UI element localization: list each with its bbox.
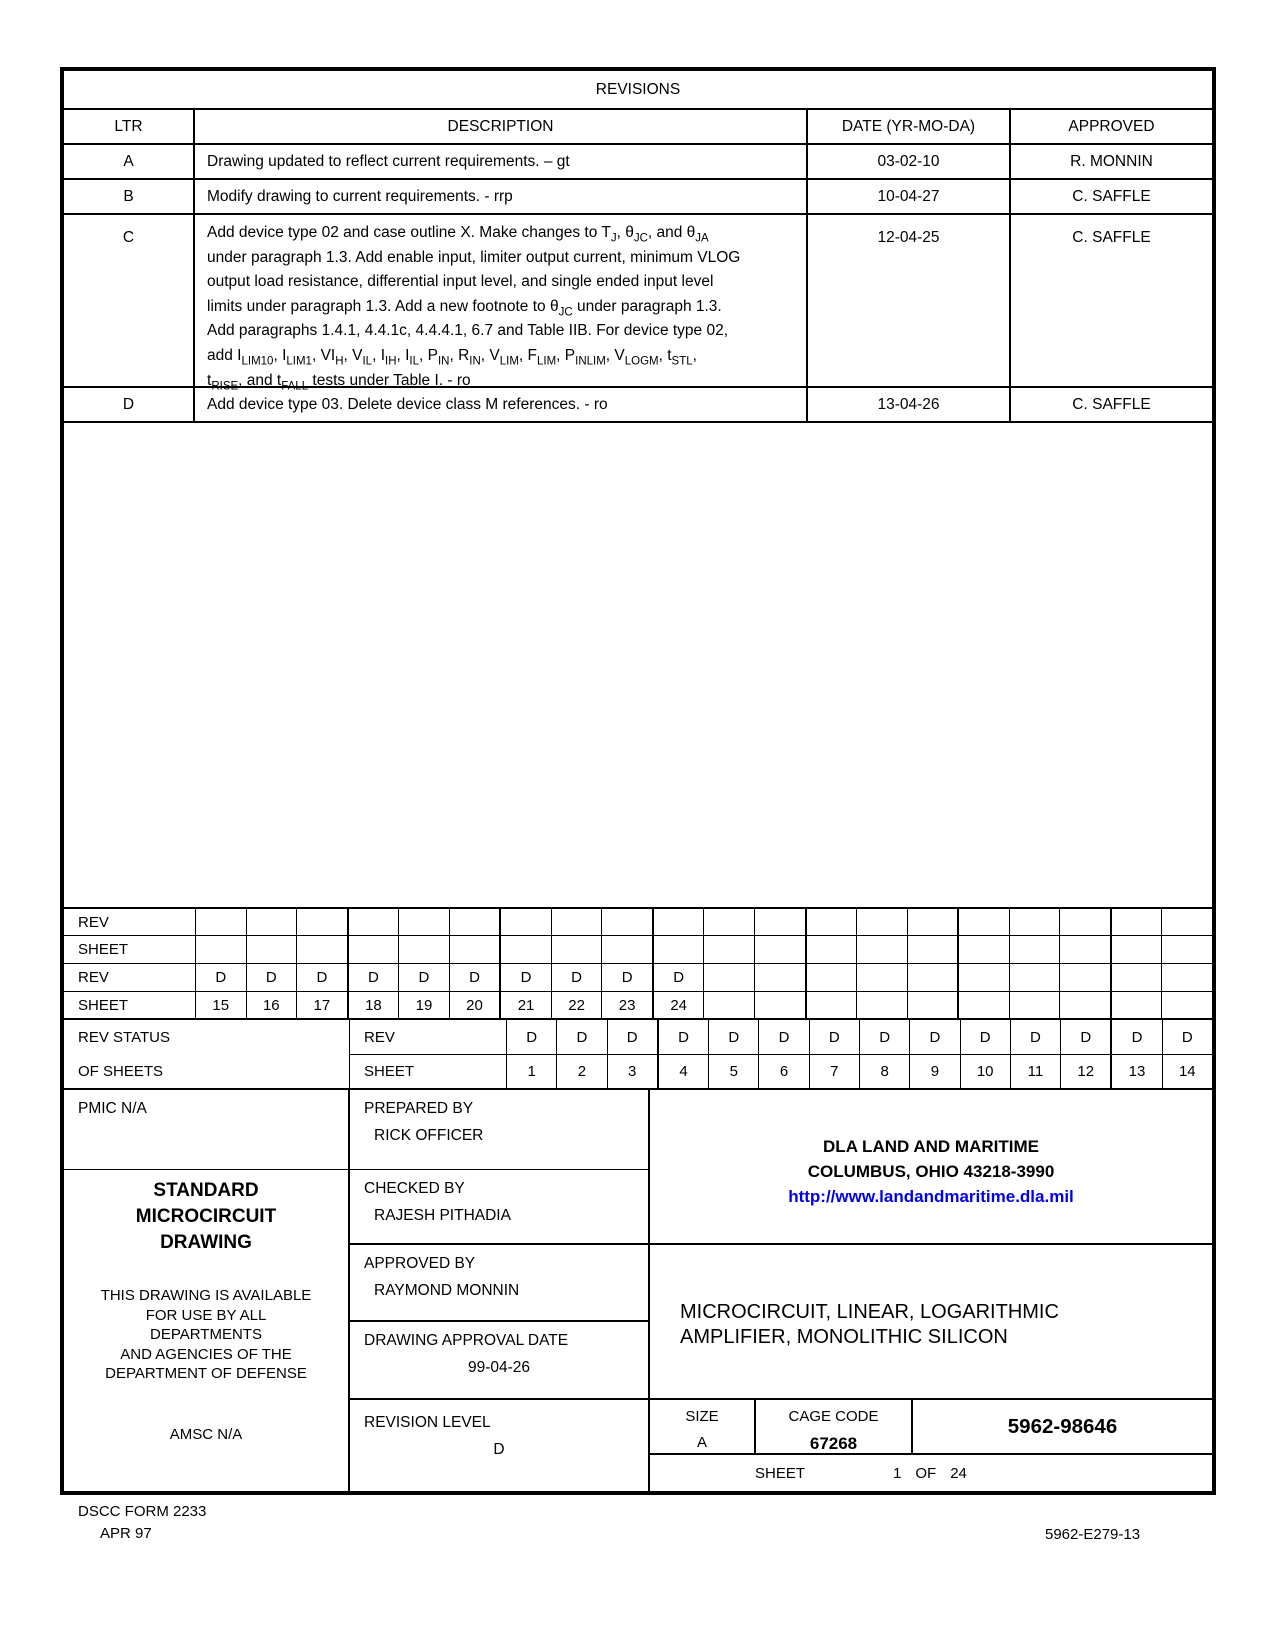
subscript-text: FALL bbox=[281, 380, 309, 393]
grid-cell: D bbox=[708, 1020, 758, 1054]
grid-cell: 3 bbox=[607, 1055, 657, 1088]
sheet-number: 1 bbox=[893, 1464, 902, 1482]
rev-grid-row-label: SHEET bbox=[64, 936, 196, 963]
subscript-text: STL bbox=[671, 355, 693, 368]
rev-status-rev-label: REV bbox=[350, 1020, 507, 1054]
approved-by-label: APPROVED BY bbox=[364, 1255, 476, 1272]
grid-cell: D bbox=[1110, 1020, 1161, 1054]
grid-cell: 8 bbox=[859, 1055, 909, 1088]
grid-cell: D bbox=[859, 1020, 909, 1054]
grid-cell: 15 bbox=[212, 996, 230, 1014]
revisions-title: REVISIONS bbox=[64, 71, 1212, 110]
revisions-col-ltr: LTR bbox=[64, 110, 195, 143]
grid-cell: D bbox=[551, 964, 602, 991]
amsc-text: AMSC N/A bbox=[169, 1425, 243, 1443]
grid-cell: 21 bbox=[499, 992, 551, 1018]
subscript-text: IL bbox=[362, 355, 373, 368]
rev-grid-row-label: SHEET bbox=[64, 992, 196, 1018]
smd-title-line2: MICROCIRCUIT bbox=[135, 1206, 277, 1227]
size-value: A bbox=[696, 1434, 707, 1451]
approval-date-value: 99-04-26 bbox=[467, 1359, 531, 1376]
revision-ltr: B bbox=[64, 180, 195, 213]
subscript-text: LIM bbox=[499, 355, 519, 368]
revision-ltr: D bbox=[64, 388, 195, 421]
approved-by-name: RAYMOND MONNIN bbox=[374, 1282, 520, 1299]
grid-cell: D bbox=[398, 964, 449, 991]
approval-date-label: DRAWING APPROVAL DATE bbox=[364, 1332, 569, 1349]
grid-cell: D bbox=[1060, 1020, 1110, 1054]
form-id-block bbox=[78, 1501, 206, 1545]
revision-level-value: D bbox=[493, 1441, 505, 1458]
agency-address: COLUMBUS, OHIO 43218-3990 bbox=[807, 1162, 1055, 1181]
grid-cell: D bbox=[1010, 1020, 1060, 1054]
rev-grid-row-label: REV bbox=[64, 964, 196, 991]
revision-ltr: A bbox=[64, 145, 195, 178]
subscript-text: IN bbox=[469, 355, 481, 368]
availability-statement: THIS DRAWING IS AVAILABLE FOR USE BY ALL DEPARTMENTS AND AGENCIES OF THE DEPARTMENT OF DEFENSE bbox=[100, 1287, 312, 1382]
prepared-by-label: PREPARED BY bbox=[364, 1100, 474, 1117]
grid-cell: 10 bbox=[960, 1055, 1010, 1088]
subscript-text: J bbox=[610, 232, 617, 245]
prepared-by-name: RICK OFFICER bbox=[374, 1127, 484, 1144]
cage-code-label: CAGE CODE bbox=[788, 1408, 879, 1425]
grid-cell: 1 bbox=[527, 1063, 536, 1080]
grid-cell: 23 bbox=[601, 992, 652, 1018]
agency-url-link[interactable]: http://www.landandmaritime.dla.mil bbox=[788, 1187, 1074, 1206]
subscript-text: IH bbox=[385, 355, 397, 368]
revision-ltr: C bbox=[64, 215, 195, 386]
subscript-text: LIM bbox=[537, 355, 557, 368]
revision-description: Modify drawing to current requirements. - rrp bbox=[195, 180, 808, 213]
grid-cell: 19 bbox=[398, 992, 449, 1018]
rev-status-sheet-label: SHEET bbox=[350, 1055, 507, 1088]
revision-description: Add device type 02 and case outline X. Make changes to $T_J$, $\theta_{JC}$, and $\theta_{JA}$ under paragraph 1.3. Add enable input, limiter output current, minimum VLOG output load resistance, differential input level, and single ended input level limits under paragraph 1.3. Add a new footnote to $\theta_{JC}$ under paragraph 1.3. Add paragraphs 1.4.1, 4.4.1c, 4.4.4.1, 6.7 and Table IIB. For device type 02, add $I_{LIM10}$, $I_{LIM1}$, $VI_H$, $V_{IL}$, $I_{IH}$, $I_{IL}$, $P_{IN}$, $R_{IN}$, $V_{LIM}$, $F_{LIM}$, $P_{INLIM}$, $V_{LOGM}$, $t_{STL}$, $t_{RISE}$, and $t_{FALL}$ tests under Table I. - ro bbox=[195, 215, 808, 386]
grid-cell: 5 bbox=[708, 1055, 758, 1088]
drawing-number: 5962-98646 bbox=[1007, 1414, 1118, 1438]
checked-by-label: CHECKED BY bbox=[364, 1180, 465, 1197]
revision-date: 10-04-27 bbox=[808, 180, 1011, 213]
revision-date: 12-04-25 bbox=[808, 215, 1011, 386]
size-label: SIZE bbox=[685, 1408, 719, 1425]
revisions-col-description: DESCRIPTION bbox=[195, 110, 808, 143]
grid-cell: D bbox=[499, 964, 551, 991]
grid-cell: 2 bbox=[556, 1055, 606, 1088]
form-date: APR 97 bbox=[100, 1525, 152, 1542]
revision-level-label: REVISION LEVEL bbox=[364, 1414, 491, 1431]
grid-cell: D bbox=[449, 964, 500, 991]
subscript-text: LIM1 bbox=[286, 355, 312, 368]
grid-cell: 22 bbox=[551, 992, 602, 1018]
grid-cell: 18 bbox=[347, 992, 399, 1018]
grid-cell: D bbox=[652, 964, 704, 991]
grid-cell: D bbox=[556, 1020, 606, 1054]
document-number: 5962-E279-13 bbox=[1045, 1526, 1141, 1543]
grid-cell: D bbox=[809, 1020, 859, 1054]
revisions-col-approved: APPROVED bbox=[1068, 117, 1155, 135]
revision-approved: C. SAFFLE bbox=[1072, 395, 1151, 413]
drawing-title-line1: MICROCIRCUIT, LINEAR, LOGARITHMIC bbox=[680, 1301, 1059, 1323]
smd-title-line1: STANDARD bbox=[153, 1180, 259, 1201]
rev-status-label-line1: REV STATUS bbox=[78, 1028, 170, 1046]
subscript-text: RISE bbox=[211, 380, 239, 393]
grid-cell: 7 bbox=[809, 1055, 859, 1088]
subscript-text: INLIM bbox=[575, 355, 606, 368]
revision-approved: C. SAFFLE bbox=[1072, 187, 1151, 205]
rev-status-label-line2: OF SHEETS bbox=[78, 1062, 164, 1080]
agency-name: DLA LAND AND MARITIME bbox=[823, 1137, 1039, 1156]
grid-cell: D bbox=[347, 964, 399, 991]
grid-cell: D bbox=[657, 1020, 708, 1054]
sheet-of-label: OF bbox=[915, 1464, 937, 1482]
grid-cell: 16 bbox=[246, 992, 297, 1018]
subscript-text: LOGM bbox=[624, 355, 659, 368]
revision-date: 03-02-10 bbox=[808, 145, 1011, 178]
grid-cell: D bbox=[526, 1028, 538, 1046]
grid-cell: 9 bbox=[909, 1055, 959, 1088]
grid-cell: D bbox=[246, 964, 297, 991]
revision-description: Drawing updated to reflect current requirements. – gt bbox=[195, 145, 808, 178]
subscript-text: JA bbox=[695, 232, 709, 245]
grid-cell: 17 bbox=[296, 992, 347, 1018]
grid-cell: D bbox=[758, 1020, 808, 1054]
grid-cell: 24 bbox=[652, 992, 704, 1018]
form-number: DSCC FORM 2233 bbox=[78, 1503, 207, 1520]
grid-cell: D bbox=[296, 964, 347, 991]
grid-cell: 6 bbox=[758, 1055, 808, 1088]
subscript-text: H bbox=[335, 355, 344, 368]
grid-cell: D bbox=[960, 1020, 1010, 1054]
grid-cell: 11 bbox=[1010, 1055, 1060, 1088]
grid-cell: 13 bbox=[1110, 1055, 1161, 1088]
revision-description: Add device type 03. Delete device class M references. - ro bbox=[195, 388, 808, 421]
form-border bbox=[60, 67, 1216, 1495]
grid-cell: D bbox=[909, 1020, 959, 1054]
drawing-title-line2: AMPLIFIER, MONOLITHIC SILICON bbox=[680, 1326, 1008, 1348]
revision-approved: R. MONNIN bbox=[1070, 152, 1153, 170]
cage-code-value: 67268 bbox=[809, 1434, 858, 1453]
checked-by-name: RAJESH PITHADIA bbox=[374, 1207, 511, 1224]
grid-cell: 4 bbox=[657, 1055, 708, 1088]
revision-date: 13-04-26 bbox=[808, 388, 1011, 421]
revisions-col-date: DATE (YR-MO-DA) bbox=[808, 110, 1011, 143]
rev-grid-row-label: REV bbox=[64, 909, 196, 935]
subscript-text: IN bbox=[437, 355, 450, 368]
grid-cell: D bbox=[607, 1020, 657, 1054]
sheet-label: SHEET bbox=[755, 1464, 806, 1482]
grid-cell: D bbox=[215, 969, 227, 986]
smd-title-line3: DRAWING bbox=[160, 1232, 252, 1253]
subscript-text: JC bbox=[633, 232, 648, 245]
sheet-total: 24 bbox=[950, 1464, 967, 1482]
grid-cell: 12 bbox=[1060, 1055, 1110, 1088]
pmic-text: PMIC N/A bbox=[78, 1100, 147, 1117]
subscript-text: JC bbox=[558, 306, 573, 319]
grid-cell: D bbox=[1162, 1020, 1212, 1054]
subscript-text: IL bbox=[409, 355, 420, 368]
grid-cell: 14 bbox=[1162, 1055, 1212, 1088]
revision-approved: C. SAFFLE bbox=[1072, 229, 1151, 246]
grid-cell: D bbox=[601, 964, 652, 991]
grid-cell: 20 bbox=[449, 992, 500, 1018]
subscript-text: LIM10 bbox=[241, 355, 274, 368]
